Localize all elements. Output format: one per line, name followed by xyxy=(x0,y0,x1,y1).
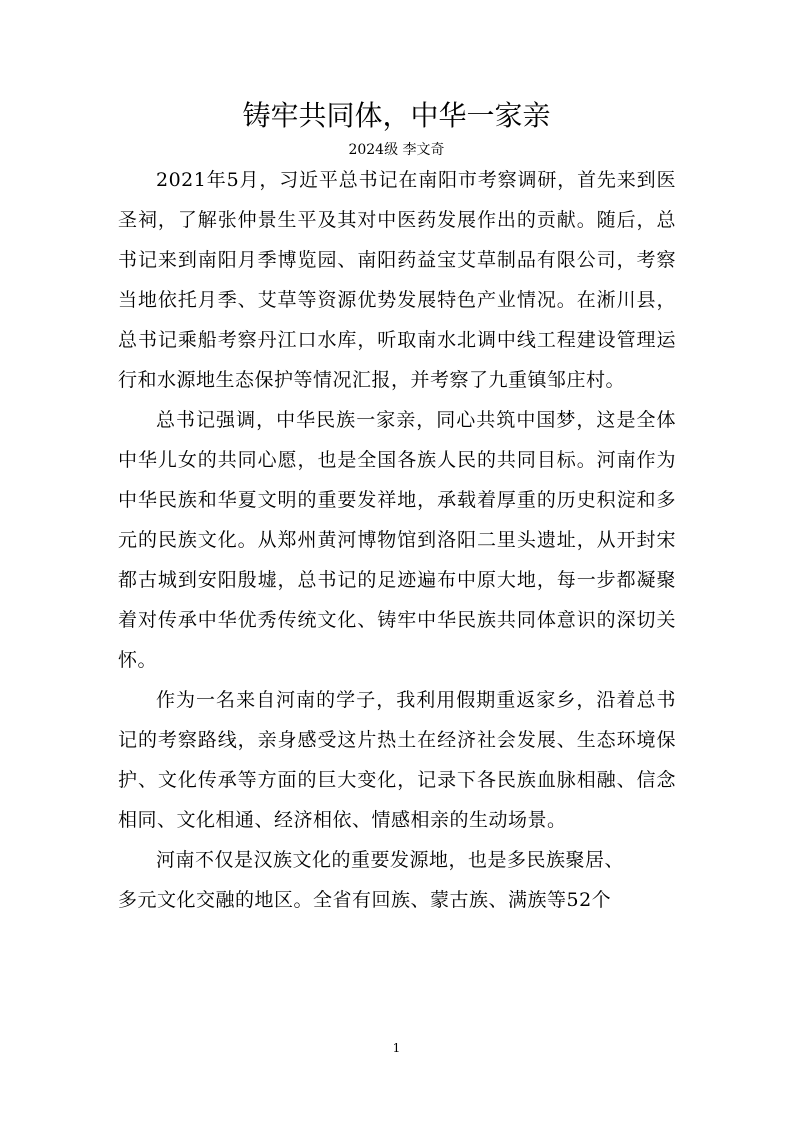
paragraph: 2021年5月，习近平总书记在南阳市考察调研，首先来到医圣祠，了解张仲景生平及其对中医药发展作出的贡献。随后，总书记来到南阳月季博览园、南阳药益宝艾草制品有限公司，考察当地依托月季、艾草等资源优势发展特色产业情况。在淅川县，总书记乘船考察丹江口水库，听取南水北调中线工程建设管理运行和水源地生态保护等情况汇报，并考察了九重镇邹庄村。 xyxy=(118,169,676,391)
paragraph: 总书记强调，中华民族一家亲，同心共筑中国梦，这是全体中华儿女的共同心愿，也是全国各族人民的共同目标。河南作为中华民族和华夏文明的重要发祥地，承载着厚重的历史积淀和多元的民族文化。从郑州黄河博物馆到洛阳二里头遗址，从开封宋都古城到安阳殷墟，总书记的足迹遍布中原大地，每一步都凝聚着对传承中华优秀传统文化、铸牢中华民族共同体意识的深切关怀。 xyxy=(118,409,676,671)
page-number: 1 xyxy=(392,1041,401,1055)
paragraph: 作为一名来自河南的学子，我利用假期重返家乡，沿着总书记的考察路线，亲身感受这片热土在经济社会发展、生态环境保护、文化传承等方面的巨大变化，记录下各民族血脉相融、信念相同、文化相通、经济相依、情感相亲的生动场景。 xyxy=(118,689,676,831)
document-title: 铸牢共同体，中华一家亲 xyxy=(242,99,551,132)
paragraph-line: 多元文化交融的地区。全省有回族、蒙古族、满族等52个 xyxy=(118,889,612,911)
author-line: 2024级 李文奇 xyxy=(348,142,445,158)
paragraph-line: 河南不仅是汉族文化的重要发源地，也是多民族聚居、 xyxy=(156,849,625,871)
document-body xyxy=(118,160,676,920)
paragraph-continued xyxy=(118,840,676,920)
